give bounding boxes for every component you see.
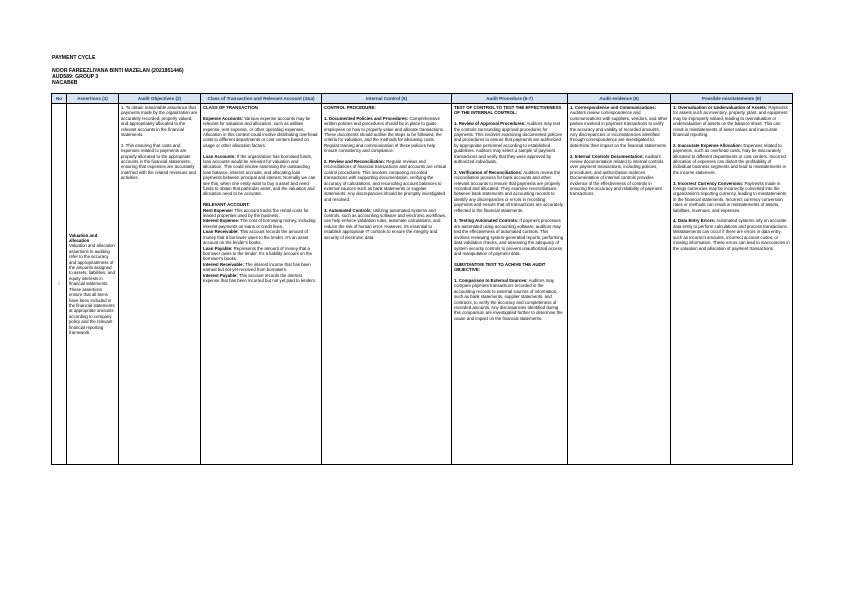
col-header-no: No (52, 94, 67, 104)
control-item (324, 159, 449, 202)
control-item-text: Utilizing automated systems and controls, such as accounting software and electronic workflows, can help enforce validation rules, automate calculations, and reduce the risk of human error. However, it's essential to establish appropriate IT controls to ensure the integrity and security of electronic data. (324, 207, 447, 240)
col-header-evidence: Audit evidence (8) (568, 94, 671, 104)
account-item-text: The interest income that has been earned but not yet received from borrowers. (203, 261, 311, 273)
procedure-heading: TEST OF CONTROL TO TEST THE EFFECTIVENESS OF THE INTERNAL CONTROL: (454, 105, 562, 116)
account-item (203, 218, 319, 229)
row-number: i (52, 104, 67, 465)
control-cell (322, 104, 452, 465)
procedure-item-title: 1. Review of Approval Procedures: (454, 121, 526, 127)
procedure-item-title: 3. Testing Automated Controls: (454, 218, 519, 224)
account-item-text: Represents the amount of money that a borrower owes to the lender. It's a liability account on the borrower's books. (203, 245, 313, 262)
account-item-text: This account records the amount of money that a borrower owes to the lender. It's an asset account on the lender's books. (203, 229, 309, 246)
col-header-misstatements: Possible misstatements (9) (671, 94, 793, 104)
misstatement-item-title: 2. Inaccurate Expense Allocation: (673, 142, 743, 148)
misstatement-item-title: 4. Data Entry Errors: (673, 218, 716, 224)
procedure-item (454, 218, 565, 256)
account-item-title: Loan Payable: (203, 245, 233, 251)
misstatement-item-text: Payments for assets such as inventory, property, plant, and equipment may be improperly valued, leading to overvaluation or undervaluation of assets on the balance sheet. This can result in misstatements of asset values and inaccurate financial reporting. (673, 105, 788, 138)
col-header-procedure: Audit Procedure (6-7) (452, 94, 568, 104)
class-item (203, 154, 319, 197)
objective-item: 2. This ensuring that costs and expenses related to payments are properly allocated to the appropriate accounts in the financial statements, ensuring that expenses are accurately matched with the related revenues and activities. (121, 142, 196, 181)
control-item-title: 1. Documented Policies and Procedures: (324, 115, 409, 121)
account-item-title: Interest Payable: (203, 272, 238, 278)
account-item-text: This account records the interest expense that has been incurred but not yet paid to lenders. (203, 272, 317, 283)
evidence-item-text: Auditors review documentation related to internal controls over payment transactions, including policies, procedures, and authorization matrices. Documentation of internal controls provides evidence of the effectiveness of controls in ensuring the accuracy and reliability of payment transactions. (570, 153, 664, 197)
misstatement-item (673, 105, 790, 137)
procedure-item-text: Auditors review the reconciliation process for bank accounts and other relevant accounts to ensure that payments are properly recorded and allocated. They examine reconciliations between bank statements and accounting records to identify any discrepancies or errors in recording payments and ensure that all transactions are accurately reflected in the financial statements. (454, 169, 563, 213)
control-heading: CONTROL PROCEDURE: (324, 105, 376, 110)
control-item (324, 116, 449, 154)
account-item (203, 246, 319, 262)
col-header-control: Internal Control (5) (322, 94, 452, 104)
document-title: PAYMENT CYCLE (52, 55, 96, 61)
procedure-item-text: Auditors may test the controls surrounding approval procedures for payments. This involves examining documented policies and procedures to ensure that payments are authorized by appropriate personnel according to established guidelines. Auditors may select a sample of payment transactions and verify that they were approved by authorized individuals. (454, 121, 563, 165)
control-item (324, 208, 449, 240)
objective-item: 1. To obtain reasonable assurance that payments made by the organization are accurately recorded, properly valued, and appropriately allocated to the relevant accounts in the financial statements. (121, 105, 198, 138)
class-item-text: If the organization has borrowed funds, loan accounts would be relevant for valuation and allocation. This could involve assessing the outstanding loan balance, interest accruals, and allocating loan payments between principal and interest. Normally we can see this, when one entity want to buy a asset and need funds to obtain that particular asset, and the valuation and allocation need to be accurate. (203, 153, 316, 197)
audit-table (51, 93, 793, 465)
evidence-item (570, 105, 668, 148)
account-item-title: Interest Receivable: (203, 261, 245, 267)
account-item (203, 229, 319, 245)
control-item-title: 3. Automated Controls: (324, 207, 372, 213)
assertion-cell (67, 104, 119, 465)
evidence-item-title: 2. Internal Controls Documentation: (570, 153, 644, 159)
control-item-text: Regular reviews and reconciliations of financial transactions and accounts are critical control procedures. This involves comparing recorded transactions with supporting documentation, verifying the accuracy of calculations, and reconciling account balances to external sources such as bank statements or supplier statements. Any discrepancies should be promptly investigated and resolved. (324, 159, 447, 202)
col-header-class: Class of Transaction and Relevant Account (3&4) (201, 94, 322, 104)
class-item-title: Expense Accounts: (203, 115, 244, 121)
class-item-text: Various expense accounts may be relevant for valuation and allocation, such as utilities expense, rent expense, or other operating expenses. Allocation in this context could involve distributing overhead costs to different departments or cost centers based on usage or other allocation factors. (203, 115, 318, 148)
misstatement-item (673, 143, 790, 175)
assertion-text: Valuation and allocation assertions in auditing refer to the accuracy and appropriateness of the amounts assigned to assets, liabilities, and equity interests in financial statements. These assertions ensure that all items have been included in the financial statements at appropriate amounts according to company policy and the relevant financial reporting framework. (69, 243, 115, 335)
misstatement-item (673, 218, 790, 250)
account-item-text: The cost of borrowing money, including interest payments on loans or credit lines. (203, 218, 316, 229)
account-item (203, 208, 319, 219)
class-cell (201, 104, 322, 465)
substantive-item-text: Auditors may compare payment transactions recorded in the accounting records to external sources of information, such as bank statements, supplier statements, and contracts, to verify the accuracy and completeness of recorded amounts. Any discrepancies identified during this comparison are investigated further to determine the cause and impact on the financial statements. (454, 277, 563, 321)
account-item (203, 273, 319, 284)
misstatement-item-title: 3. Incorrect Currency Conversion: (673, 180, 744, 186)
control-item-title: 2. Review and Reconciliation: (324, 159, 386, 165)
account-item-title: Rent Expense: (203, 207, 234, 213)
objectives-cell (119, 104, 201, 465)
misstatement-item (673, 181, 790, 213)
procedure-cell (452, 104, 568, 465)
class-item (203, 116, 319, 148)
table-header-row (52, 94, 793, 104)
account-heading: RELEVANT ACCOUNT: (203, 202, 250, 208)
account-item-title: Interest Expense: (203, 218, 240, 224)
misstatement-item-text: Expenses related to payments, such as overhead costs, may be inaccurately allocated to different departments or cost centers. Incorrect allocation of expenses can distort the profitability of individual business segments and lead to misstatements in the income statement. (673, 142, 787, 175)
misstatements-cell (671, 104, 793, 465)
evidence-item (570, 154, 668, 197)
procedure-item-title: 2. Verification of Reconciliations: (454, 169, 523, 175)
procedure-item (454, 121, 565, 164)
substantive-item (454, 278, 565, 321)
class-heading: CLASS OF TRANSACTION (203, 105, 258, 110)
class-item-title: Loan Accounts: (203, 153, 236, 159)
substantive-heading: SUBSTANTIVE TEST TO ACHIVE THE AUDIT OBJECTIVE: (454, 261, 546, 273)
procedure-item-text: If payment processes are automated using accounting software, auditors may test the effectiveness of automated controls. This involves reviewing system-generated reports, performing data validation checks, and assessing the adequacy of system security controls to prevent unauthorized access and manipulation of payment data. (454, 218, 564, 256)
evidence-item-text: Auditors review correspondence and communications with suppliers, vendors, and other parties involved in payment transactions to verify the accuracy and validity of recorded amounts. Any discrepancies or inconsistencies identified through correspondence are investigated to determine their impact on the financial statements. (570, 110, 668, 148)
account-item-text: This account tracks the rental costs for leased properties used by the business. (203, 207, 309, 219)
author-name: NOOR FAREEZLIYANA BINTI MAZELAN (2021851446) (52, 68, 184, 74)
evidence-item-title: 1. Correspondence and Communications: (570, 105, 657, 110)
col-header-assertions: Assertions (1) (67, 94, 119, 104)
control-item-text: Comprehensive written policies and procedures should be in place to guide employees on how to properly value and allocate transactions. These documents should outline the steps to be followed, the criteria for valuation, and the methods for allocating costs. Regular training and communication of these policies help ensure consistency and compliance. (324, 115, 445, 154)
evidence-cell (568, 104, 671, 465)
misstatement-item-text: Payments made in foreign currencies may be incorrectly converted into the organization's reporting currency, leading to misstatements in the financial statements. Incorrect currency conversion rates or methods can result in misstatements of assets, liabilities, revenues, and expenses. (673, 180, 787, 213)
account-item (203, 262, 319, 273)
table-row (52, 104, 793, 465)
account-item-title: Loan Receivable: (203, 229, 239, 235)
class-label: NACAB6B (52, 80, 78, 86)
procedure-item (454, 170, 565, 213)
misstatement-item-title: 1. Overvaluation or Undervaluation of Assets: (673, 105, 768, 110)
substantive-item-title: 1. Comparison to External Sources: (454, 277, 528, 283)
group-label: AUD589: GROUP 3 (52, 74, 99, 80)
misstatement-item-text: Automated systems rely on accurate data entry to perform calculations and process transactions. Misstatements can occur if there are errors in data entry, such as incorrect amounts, incorrect account codes, or missing information. These errors can lead to inaccuracies in the valuation and allocation of payment transactions. (673, 218, 790, 251)
col-header-objectives: Audit Objectives (2) (119, 94, 201, 104)
assertion-title: Valuation and allocation (69, 232, 98, 244)
